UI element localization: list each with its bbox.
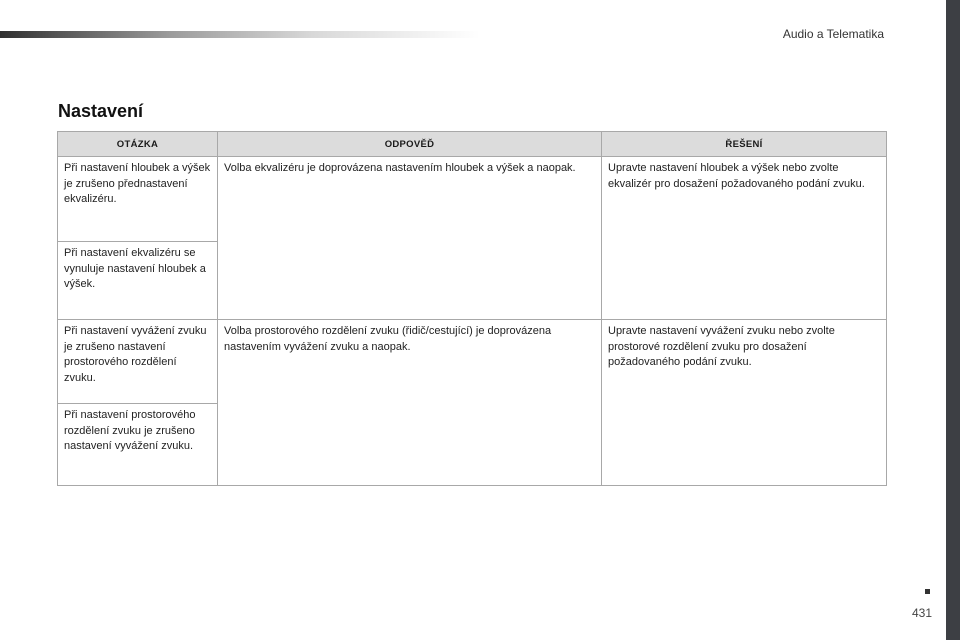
column-header-answer: ODPOVĚĎ bbox=[218, 132, 602, 157]
column-header-solution: ŘEŠENÍ bbox=[602, 132, 887, 157]
page-number: 431 bbox=[911, 606, 932, 620]
faq-table bbox=[57, 131, 887, 486]
header-gradient-bar bbox=[0, 31, 480, 38]
chapter-title: Audio a Telematika bbox=[782, 27, 884, 41]
solution-cell: Upravte nastavení hloubek a výšek nebo zvolte ekvalizér pro dosažení požadovaného podání zvuku. bbox=[602, 157, 887, 320]
question-cell: Při nastavení ekvalizéru se vynuluje nastavení hloubek a výšek. bbox=[58, 242, 218, 320]
page-title: Nastavení bbox=[58, 101, 144, 121]
answer-cell: Volba ekvalizéru je doprovázena nastavením hloubek a výšek a naopak. bbox=[218, 157, 602, 320]
question-cell: Při nastavení vyvážení zvuku je zrušeno nastavení prostorového rozdělení zvuku. bbox=[58, 320, 218, 404]
column-header-question: OTÁZKA bbox=[58, 132, 218, 157]
table-row bbox=[58, 157, 887, 242]
question-cell: Při nastavení prostorového rozdělení zvuku je zrušeno nastavení vyvážení zvuku. bbox=[58, 404, 218, 486]
page-marker bbox=[925, 589, 930, 594]
table-header-row bbox=[58, 132, 887, 157]
side-strip bbox=[946, 0, 960, 640]
solution-cell: Upravte nastavení vyvážení zvuku nebo zvolte prostorové rozdělení zvuku pro dosažení požadovaného podání zvuku. bbox=[602, 320, 887, 486]
question-cell: Při nastavení hloubek a výšek je zrušeno přednastavení ekvalizéru. bbox=[58, 157, 218, 242]
answer-cell: Volba prostorového rozdělení zvuku (řidič/cestující) je doprovázena nastavením vyvážení zvuku a naopak. bbox=[218, 320, 602, 486]
table-row bbox=[58, 320, 887, 404]
